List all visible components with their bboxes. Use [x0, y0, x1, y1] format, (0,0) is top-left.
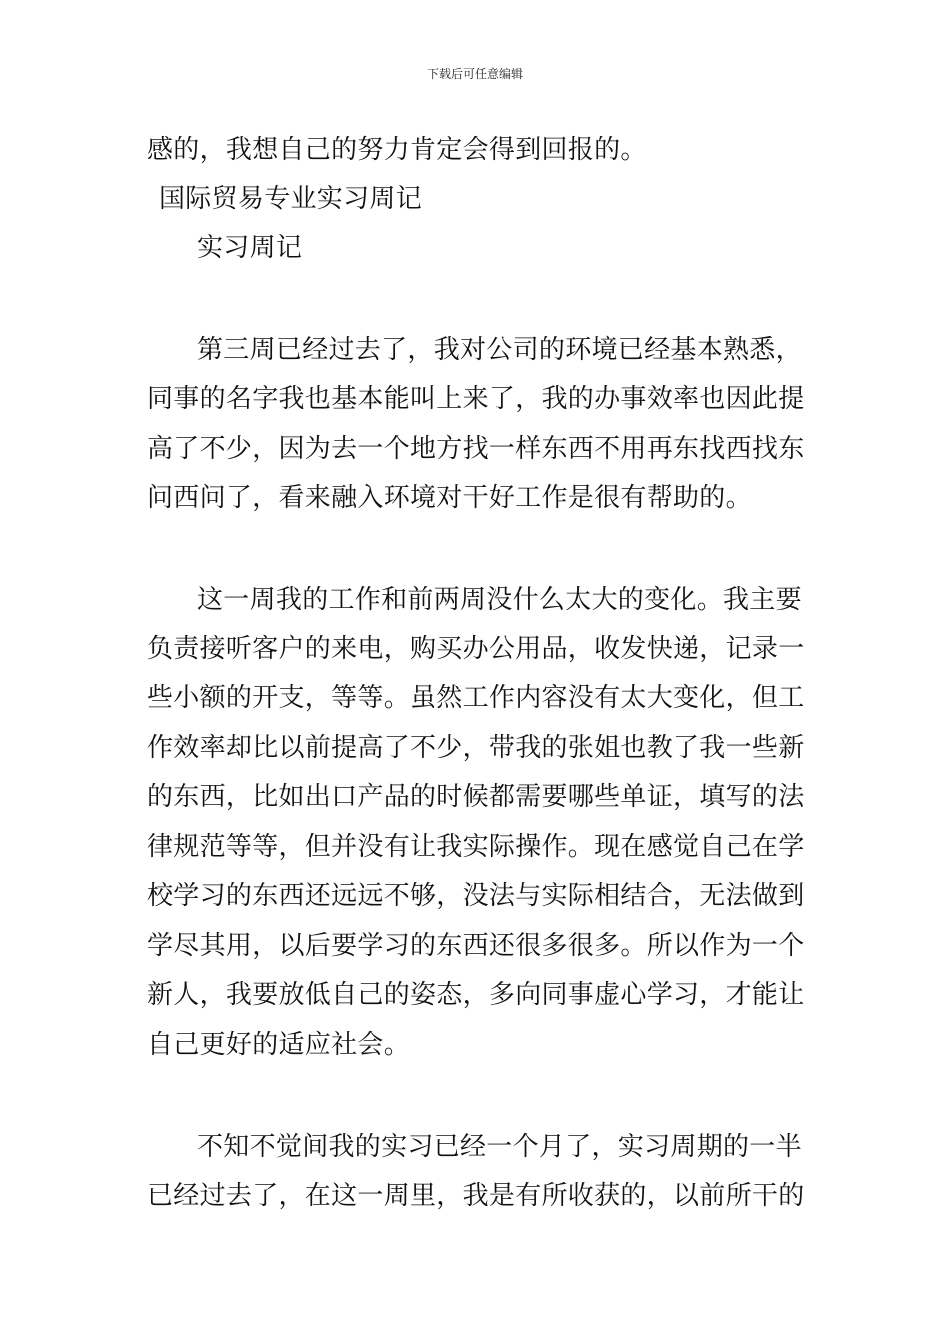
section-title: 实习周记 — [197, 233, 303, 263]
text-line: 不知不觉间我的实习已经一个月了，实习周期的一半 — [197, 1132, 802, 1162]
text-line: 作效率却比以前提高了不少，带我的张姐也教了我一些新 — [147, 733, 805, 763]
text-line: 律规范等等，但并没有让我实际操作。现在感觉自己在学 — [147, 832, 805, 862]
text-line: 同事的名字我也基本能叫上来了，我的办事效率也因此提 — [147, 384, 805, 414]
text-line: 高了不少，因为去一个地方找一样东西不用再东找西找东 — [147, 434, 805, 464]
text-line: 问西问了，看来融入环境对干好工作是很有帮助的。 — [147, 483, 752, 513]
page-header: 下载后可任意编辑 — [426, 67, 523, 81]
text-line: 负责接听客户的来电，购买办公用品，收发快递，记录一 — [147, 634, 805, 664]
text-line: 已经过去了，在这一周里，我是有所收获的，以前所干的 — [147, 1181, 805, 1211]
document-title: 国际贸易专业实习周记 — [159, 184, 423, 214]
text-line: 些小额的开支，等等。虽然工作内容没有太大变化，但工 — [147, 683, 805, 713]
text-line: 的东西，比如出口产品的时候都需要哪些单证，填写的法 — [147, 782, 805, 812]
text-line: 感的，我想自己的努力肯定会得到回报的。 — [147, 135, 647, 165]
text-line: 第三周已经过去了，我对公司的环境已经基本熟悉， — [197, 335, 802, 365]
text-line: 校学习的东西还远远不够，没法与实际相结合，无法做到 — [147, 881, 805, 911]
text-line: 新人，我要放低自己的姿态，多向同事虚心学习，才能让 — [147, 980, 805, 1010]
text-line: 这一周我的工作和前两周没什么太大的变化。我主要 — [197, 585, 802, 615]
text-line: 自己更好的适应社会。 — [147, 1030, 411, 1060]
text-line: 学尽其用，以后要学习的东西还很多很多。所以作为一个 — [147, 931, 805, 961]
